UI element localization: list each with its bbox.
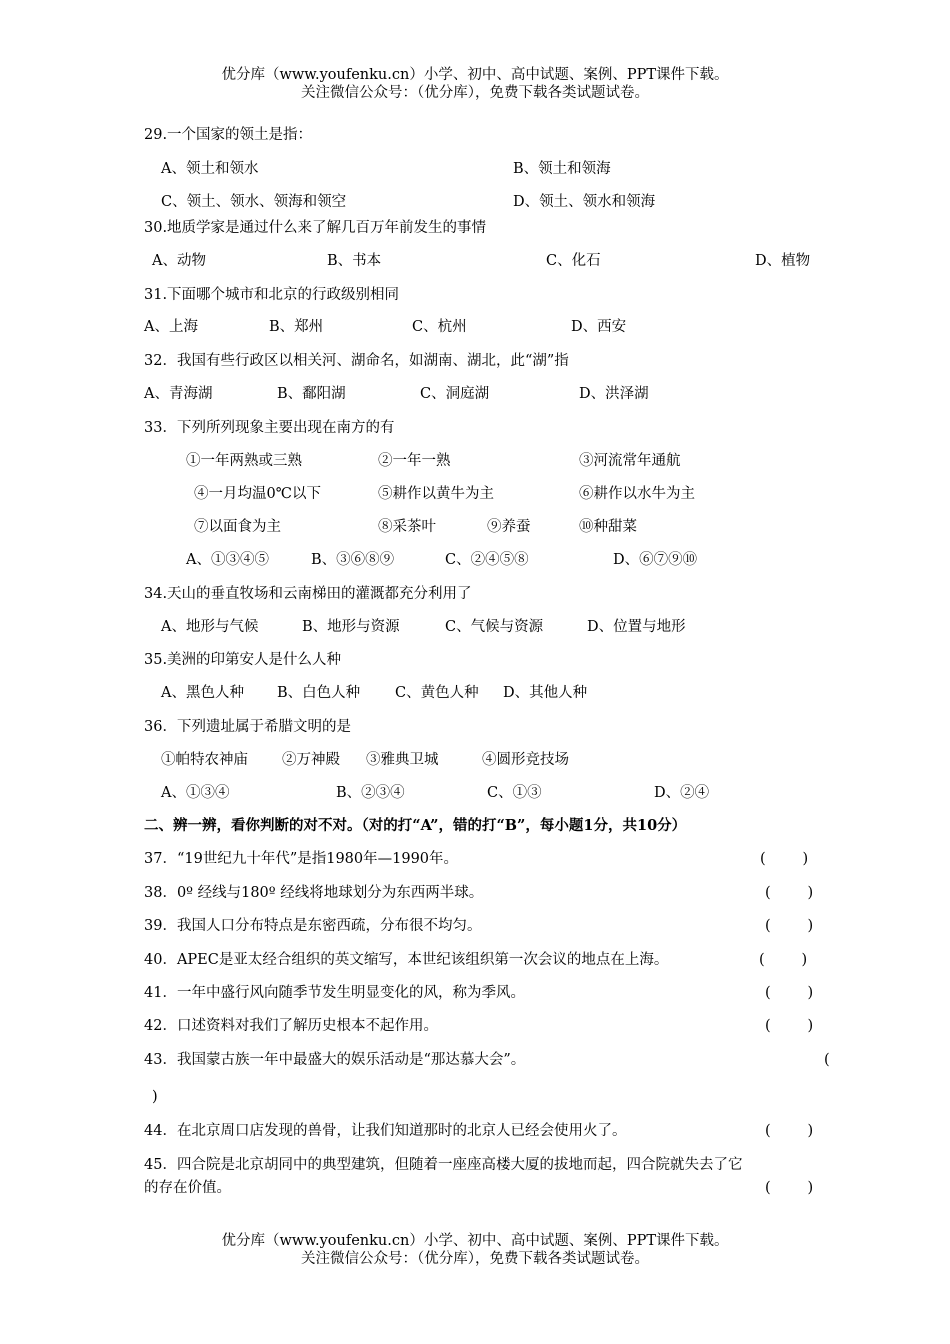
- q33-item-5: ⑤耕作以黄牛为主: [378, 486, 494, 502]
- q32-option-a: A、青海湖: [144, 386, 213, 402]
- q38-text: 38．0º 经线与180º 经线将地球划分为东西两半球。: [144, 885, 484, 901]
- q34-stem: 34.天山的垂直牧场和云南梯田的灌溉都充分利用了: [144, 586, 472, 602]
- q44-answer-blank: ( ): [765, 1123, 814, 1139]
- section-2-heading: 二、辨一辨，看你判断的对不对。（对的打“A”，错的打“B”，每小题1分，共10分）: [144, 817, 687, 834]
- q36-option-d: D、②④: [654, 785, 710, 801]
- q29-option-d: D、领土、领水和领海: [513, 194, 656, 210]
- q31-option-a: A、上海: [144, 319, 198, 335]
- header-line-1: 优分库（www.youfenku.cn）小学、初中、高中试题、案例、PPT课件下载。: [221, 67, 729, 83]
- q42-text: 42．口述资料对我们了解历史根本不起作用。: [144, 1018, 438, 1034]
- q33-option-c: C、②④⑤⑧: [445, 552, 529, 568]
- q29-option-a: A、领土和领水: [161, 161, 259, 177]
- q31-option-d: D、西安: [571, 319, 627, 335]
- q33-option-d: D、⑥⑦⑨⑩: [613, 552, 698, 568]
- q32-option-c: C、洞庭湖: [420, 386, 490, 402]
- q43-paren-open: (: [824, 1052, 830, 1068]
- q36-option-b: B、②③④: [336, 785, 405, 801]
- q36-stem: 36．下列遗址属于希腊文明的是: [144, 719, 351, 735]
- header-line-2: 关注微信公众号：（优分库），免费下载各类试题试卷。: [301, 85, 649, 101]
- q33-item-8: ⑧采茶叶: [378, 519, 436, 535]
- q33-item-1: ①一年两熟或三熟: [186, 453, 302, 469]
- q35-option-a: A、黑色人种: [161, 685, 244, 701]
- q34-option-a: A、地形与气候: [161, 619, 259, 635]
- q31-stem: 31.下面哪个城市和北京的行政级别相同: [144, 287, 400, 303]
- q42-answer-blank: ( ): [765, 1018, 814, 1034]
- q35-option-c: C、黄色人种: [395, 685, 479, 701]
- q33-option-b: B、③⑥⑧⑨: [311, 552, 395, 568]
- q36-item-4: ④圆形竞技场: [482, 752, 569, 768]
- q43-paren-close: ): [152, 1089, 158, 1105]
- q30-option-b: B、书本: [327, 253, 382, 269]
- q34-option-c: C、气候与资源: [445, 619, 544, 635]
- q34-option-d: D、位置与地形: [587, 619, 686, 635]
- q33-item-4: ④一月均温0℃以下: [194, 486, 321, 502]
- q35-option-b: B、白色人种: [277, 685, 361, 701]
- q43-text: 43．我国蒙古族一年中最盛大的娱乐活动是“那达慕大会”。: [144, 1052, 526, 1068]
- q33-option-a: A、①③④⑤: [186, 552, 269, 568]
- q36-item-3: ③雅典卫城: [366, 752, 439, 768]
- q40-answer-blank: ( ): [759, 952, 808, 968]
- q29-stem: 29.一个国家的领土是指：: [144, 127, 313, 143]
- q29-option-c: C、领土、领水、领海和领空: [161, 194, 347, 210]
- q30-option-a: A、动物: [152, 253, 206, 269]
- q45-text: 45．四合院是北京胡同中的典型建筑，但随着一座座高楼大厦的拔地而起，四合院就失去了它: [144, 1157, 743, 1173]
- q32-option-b: B、鄱阳湖: [277, 386, 346, 402]
- q36-item-1: ①帕特农神庙: [161, 752, 248, 768]
- footer-line-1: 优分库（www.youfenku.cn）小学、初中、高中试题、案例、PPT课件下载。: [221, 1233, 729, 1249]
- q33-item-9: ⑨养蚕: [487, 519, 531, 535]
- q31-option-c: C、杭州: [412, 319, 467, 335]
- q39-text: 39．我国人口分布特点是东密西疏，分布很不均匀。: [144, 918, 482, 934]
- footer-line-2: 关注微信公众号：（优分库），免费下载各类试题试卷。: [301, 1251, 649, 1267]
- q33-item-6: ⑥耕作以水牛为主: [579, 486, 695, 502]
- q39-answer-blank: ( ): [765, 918, 814, 934]
- q40-text: 40．APEC是亚太经合组织的英文缩写，本世纪该组织第一次会议的地点在上海。: [144, 952, 669, 968]
- q38-answer-blank: ( ): [765, 885, 814, 901]
- q37-answer-blank: ( ): [760, 851, 809, 867]
- q30-option-d: D、植物: [755, 253, 811, 269]
- q33-item-7: ⑦以面食为主: [194, 519, 281, 535]
- q30-option-c: C、化石: [546, 253, 601, 269]
- q41-answer-blank: ( ): [765, 985, 814, 1001]
- q35-option-d: D、其他人种: [503, 685, 588, 701]
- q41-text: 41．一年中盛行风向随季节发生明显变化的风，称为季风。: [144, 985, 525, 1001]
- q32-stem: 32．我国有些行政区以相关河、湖命名，如湖南、湖北，此“湖”指: [144, 353, 569, 369]
- q45-text-cont: 的存在价值。: [144, 1180, 231, 1196]
- q36-option-a: A、①③④: [161, 785, 230, 801]
- q33-stem: 33．下列所列现象主要出现在南方的有: [144, 420, 395, 436]
- q36-option-c: C、①③: [487, 785, 542, 801]
- q31-option-b: B、郑州: [269, 319, 324, 335]
- q29-option-b: B、领土和领海: [513, 161, 611, 177]
- q37-text: 37．“19世纪九十年代”是指1980年—1990年。: [144, 851, 459, 867]
- q30-stem: 30.地质学家是通过什么来了解几百万年前发生的事情: [144, 220, 487, 236]
- q36-item-2: ②万神殿: [282, 752, 340, 768]
- q45-answer-blank: ( ): [765, 1180, 814, 1196]
- q35-stem: 35.美洲的印第安人是什么人种: [144, 652, 342, 668]
- q33-item-2: ②一年一熟: [378, 453, 451, 469]
- q32-option-d: D、洪泽湖: [579, 386, 649, 402]
- q33-item-3: ③河流常年通航: [579, 453, 681, 469]
- q33-item-10: ⑩种甜菜: [579, 519, 637, 535]
- q34-option-b: B、地形与资源: [302, 619, 400, 635]
- q44-text: 44．在北京周口店发现的兽骨，让我们知道那时的北京人已经会使用火了。: [144, 1123, 627, 1139]
